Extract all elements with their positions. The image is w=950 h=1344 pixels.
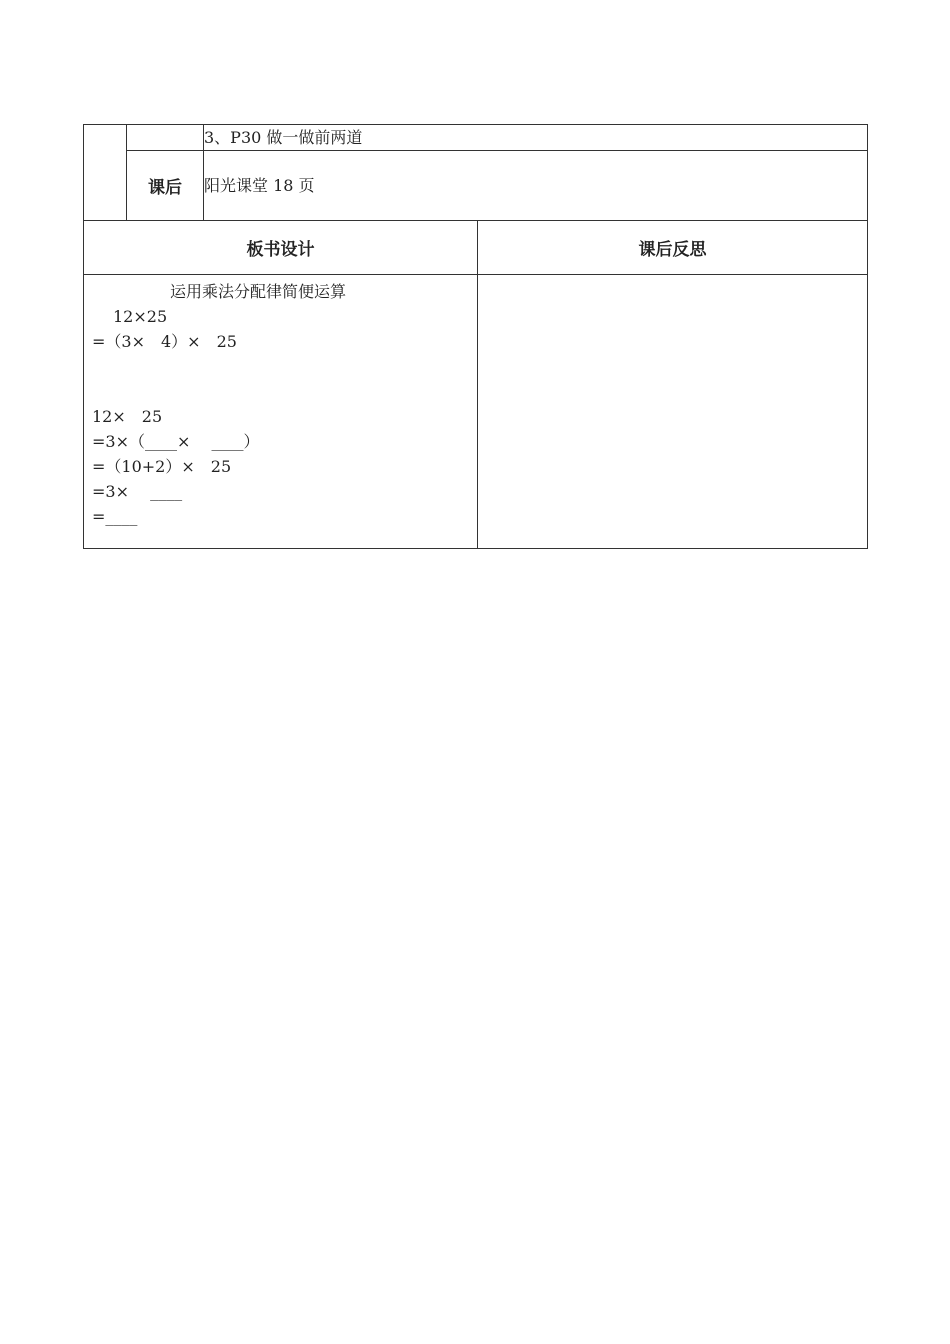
homework-row — [84, 151, 868, 221]
board-equation-line: 12×25 — [113, 307, 168, 326]
task-row — [84, 125, 868, 151]
outer-merged-cell — [84, 125, 127, 221]
board-equation-line: =（10+2）× 25 — [92, 457, 232, 476]
section-header-row — [84, 221, 868, 275]
content-row — [84, 275, 868, 549]
homework-text: 阳光课堂 18 页 — [204, 151, 868, 221]
board-design-header: 板书设计 — [84, 221, 478, 275]
reflection-content — [478, 275, 868, 549]
lesson-plan-table — [83, 124, 868, 549]
board-equation-line: =3×（____× ____） — [92, 432, 260, 451]
board-equation-line: =____ — [92, 507, 138, 526]
board-equation-line: =（3× 4）× 25 — [92, 332, 237, 351]
task-text: 3、P30 做一做前两道 — [204, 125, 868, 151]
board-title: 运用乘法分配律简便运算 — [170, 282, 347, 301]
board-equation-line: =3× ____ — [92, 482, 183, 501]
reflection-header: 课后反思 — [478, 221, 868, 275]
homework-label: 课后 — [127, 151, 204, 221]
board-design-content — [84, 275, 478, 549]
board-equation-line: 12× 25 — [92, 407, 163, 426]
empty-label-cell — [127, 125, 204, 151]
board-spacer — [92, 354, 477, 404]
